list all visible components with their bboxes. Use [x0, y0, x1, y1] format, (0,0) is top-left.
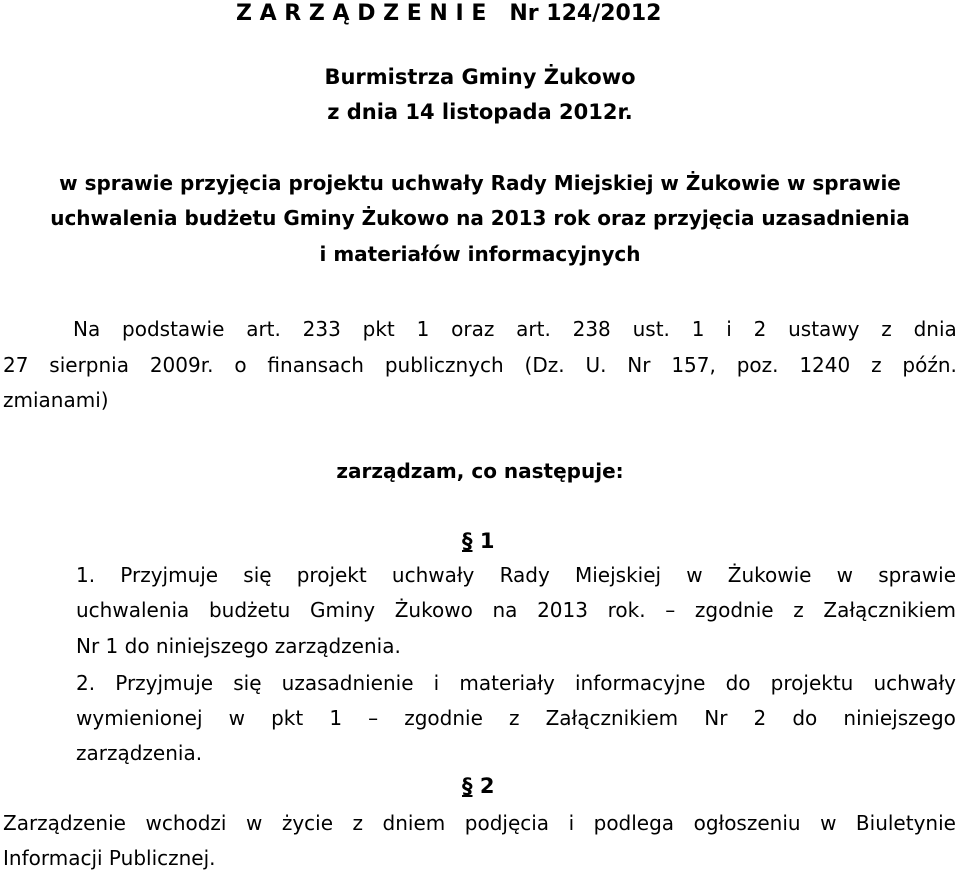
- word: 157,: [671, 353, 716, 377]
- word: oraz: [451, 317, 495, 341]
- word: U.: [585, 353, 607, 377]
- word: wchodzi: [145, 811, 227, 835]
- word: się: [233, 671, 262, 695]
- section-mark: §: [462, 529, 473, 553]
- document-title: Z A R Z Ą D Z E N I E Nr 124/2012: [236, 1, 662, 26]
- word: z: [871, 353, 882, 377]
- word: i: [726, 317, 732, 341]
- word: późn.: [902, 353, 957, 377]
- legal-basis-line-2: [3, 355, 957, 375]
- word: z: [793, 598, 804, 622]
- word: i: [433, 671, 440, 695]
- word: o: [234, 353, 247, 377]
- word: Rady: [499, 563, 550, 587]
- word: Żukowie: [727, 563, 812, 587]
- word: 1: [416, 317, 430, 341]
- word: finansach: [267, 353, 364, 377]
- date-line: z dnia 14 listopada 2012r.: [327, 100, 633, 124]
- word: Nr: [627, 353, 651, 377]
- word: Miejskiej: [574, 563, 662, 587]
- word: w: [820, 811, 837, 835]
- section-2-text-line-2: Informacji Publicznej.: [3, 846, 216, 870]
- word: na: [492, 598, 518, 622]
- word: Biuletynie: [855, 811, 956, 835]
- word: ustawy: [788, 317, 860, 341]
- word: 2.: [76, 671, 96, 695]
- word: sierpnia: [49, 353, 129, 377]
- word: Przyjmuje: [120, 563, 219, 587]
- word: Zarządzenie: [3, 811, 126, 835]
- word: art.: [246, 317, 281, 341]
- subject-line-2: uchwalenia budżetu Gminy Żukowo na 2013 rok oraz przyjęcia uzasadnienia: [50, 206, 910, 230]
- word: życie: [281, 811, 334, 835]
- word: 2013: [537, 598, 588, 622]
- section-2-text-line-1: [3, 813, 956, 833]
- word: 1: [329, 706, 343, 730]
- item-1-line-1: [76, 565, 956, 585]
- word: w: [245, 811, 263, 835]
- word: podlega: [593, 811, 675, 835]
- word: Gminy: [310, 598, 376, 622]
- word: 1240: [799, 353, 851, 377]
- decree-statement: zarządzam, co następuje:: [336, 459, 624, 483]
- word: podstawie: [122, 317, 225, 341]
- word: 238: [572, 317, 611, 341]
- word: 2009r.: [149, 353, 214, 377]
- item-2-line-1: [76, 673, 956, 693]
- word: sprawie: [878, 563, 956, 587]
- subject-line-3: i materiałów informacyjnych: [319, 242, 641, 266]
- item-1-line-3: Nr 1 do niniejszego zarządzenia.: [76, 634, 401, 658]
- section-2-heading: [462, 776, 494, 797]
- word: projektu: [770, 671, 854, 695]
- word: dnia: [913, 317, 957, 341]
- item-2-line-3: zarządzenia.: [76, 741, 203, 765]
- item-1-line-2: [76, 600, 956, 620]
- word: 233: [302, 317, 341, 341]
- word: Przyjmuje: [115, 671, 214, 695]
- word: –: [665, 598, 676, 622]
- section-number: 1: [479, 529, 495, 553]
- word: –: [368, 706, 379, 730]
- word: 2: [753, 706, 767, 730]
- word: 1.: [76, 563, 96, 587]
- word: Załącznikiem: [823, 598, 956, 622]
- word: budżetu: [208, 598, 291, 622]
- word: podjęcia: [464, 811, 550, 835]
- word: pkt: [362, 317, 395, 341]
- word: się: [243, 563, 272, 587]
- section-mark: §: [462, 774, 473, 798]
- word: z: [509, 706, 520, 730]
- word: zgodnie: [694, 598, 774, 622]
- word: wymienionej: [76, 706, 203, 730]
- word: 27: [3, 353, 29, 377]
- word: Nr: [704, 706, 728, 730]
- word: Załącznikiem: [545, 706, 679, 730]
- word: publicznych: [384, 353, 504, 377]
- word: z: [352, 811, 364, 835]
- word: z: [881, 317, 892, 341]
- word: ogłoszeniu: [693, 811, 801, 835]
- word: do: [792, 706, 818, 730]
- word: do: [725, 671, 751, 695]
- word: rok.: [607, 598, 646, 622]
- word: uchwalenia: [76, 598, 190, 622]
- word: informacyjne: [574, 671, 706, 695]
- word: Żukowo: [394, 598, 473, 622]
- word: materiały: [459, 671, 555, 695]
- word: niniejszego: [843, 706, 956, 730]
- word: w: [836, 563, 854, 587]
- word: uchwały: [873, 671, 956, 695]
- word: uchwały: [391, 563, 475, 587]
- word: 2: [753, 317, 767, 341]
- word: ust.: [632, 317, 670, 341]
- issuer-line: Burmistrza Gminy Żukowo: [324, 65, 636, 89]
- word: i: [568, 811, 575, 835]
- word: 1: [691, 317, 705, 341]
- word: zgodnie: [404, 706, 483, 730]
- word: Na: [73, 317, 101, 341]
- word: (Dz.: [524, 353, 565, 377]
- word: w: [686, 563, 703, 587]
- word: dniem: [382, 811, 446, 835]
- word: uzasadnienie: [281, 671, 414, 695]
- word: w: [228, 706, 245, 730]
- section-1-heading: [462, 531, 494, 552]
- section-number: 2: [479, 774, 495, 798]
- item-2-line-2: [76, 708, 956, 728]
- legal-basis-line-3: zmianami): [3, 388, 109, 412]
- word: projekt: [296, 563, 367, 587]
- word: pkt: [271, 706, 304, 730]
- subject-line-1: w sprawie przyjęcia projektu uchwały Rady Miejskiej w Żukowie w sprawie: [59, 171, 901, 195]
- word: art.: [516, 317, 551, 341]
- legal-basis-line-1: [73, 319, 957, 339]
- word: poz.: [736, 353, 779, 377]
